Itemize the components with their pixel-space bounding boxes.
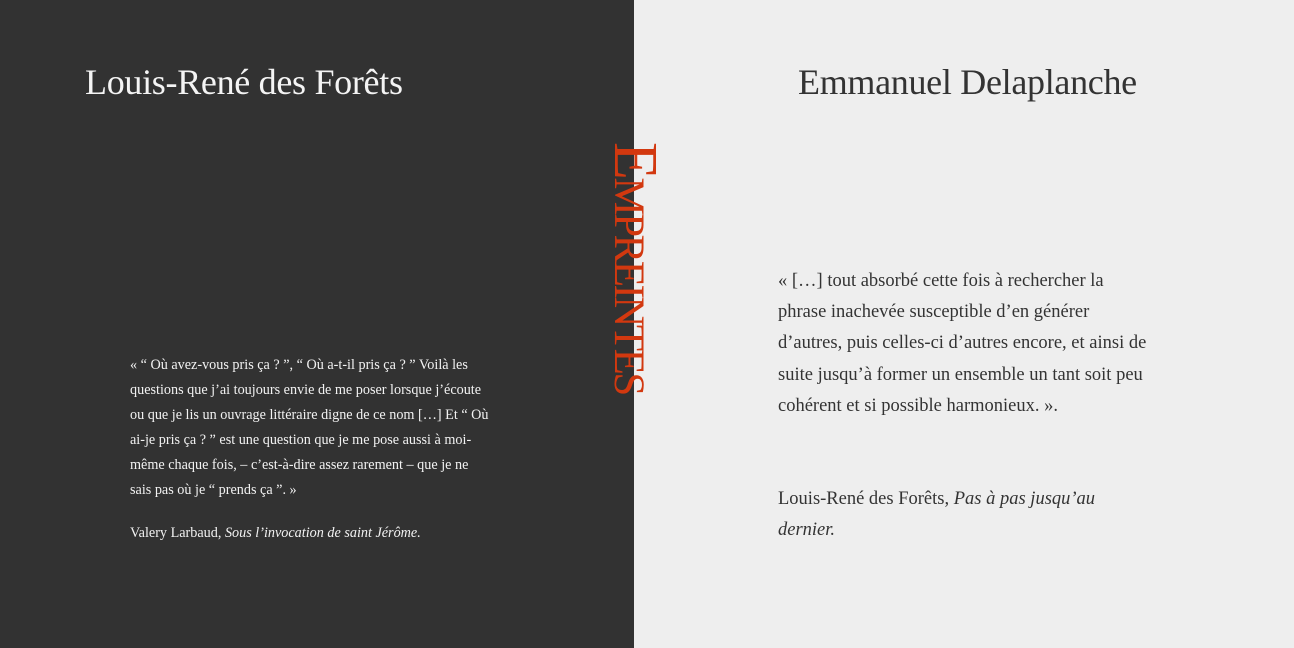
left-citation <box>130 521 510 546</box>
right-citation <box>778 484 1138 546</box>
left-author-name: Louis-René des Forêts <box>85 62 403 102</box>
right-author-name: Emmanuel Delaplanche <box>798 62 1137 102</box>
right-citation-work: Pas à pas jusqu’au dernier. <box>778 489 1096 541</box>
left-citation-work: Sous l’invocation de saint Jérôme. <box>224 525 421 541</box>
spine-title-block <box>603 142 667 502</box>
right-citation-author: Louis-René des Forêts, <box>778 489 950 509</box>
left-citation-author: Valery Larbaud, <box>130 525 222 541</box>
spine-title: Empreintes <box>601 142 669 394</box>
right-quote: « […] tout absorbé cette fois à rechercher la phrase inachevée susceptible d’en générer d’autres, puis celles-ci d’autres encore, et ainsi de suite jusqu’à former un ensemble un tant soit peu cohérent et si possible harmonieux. ». <box>778 271 1147 416</box>
left-quote: « “ Où avez-vous pris ça ? ”, “ Où a-t-il pris ça ? ” Voilà les questions que j’ai toujours envie de me poser lorsque j’écoute ou que je lis un ouvrage littéraire digne de ce nom […] Et “ Où ai-je pris ça ? ” est une question que je me pose aussi à moi-même chaque fois, – c’est-à-dire assez rarement – que je ne sais pas où je “ prends ça ”. » <box>130 357 489 498</box>
